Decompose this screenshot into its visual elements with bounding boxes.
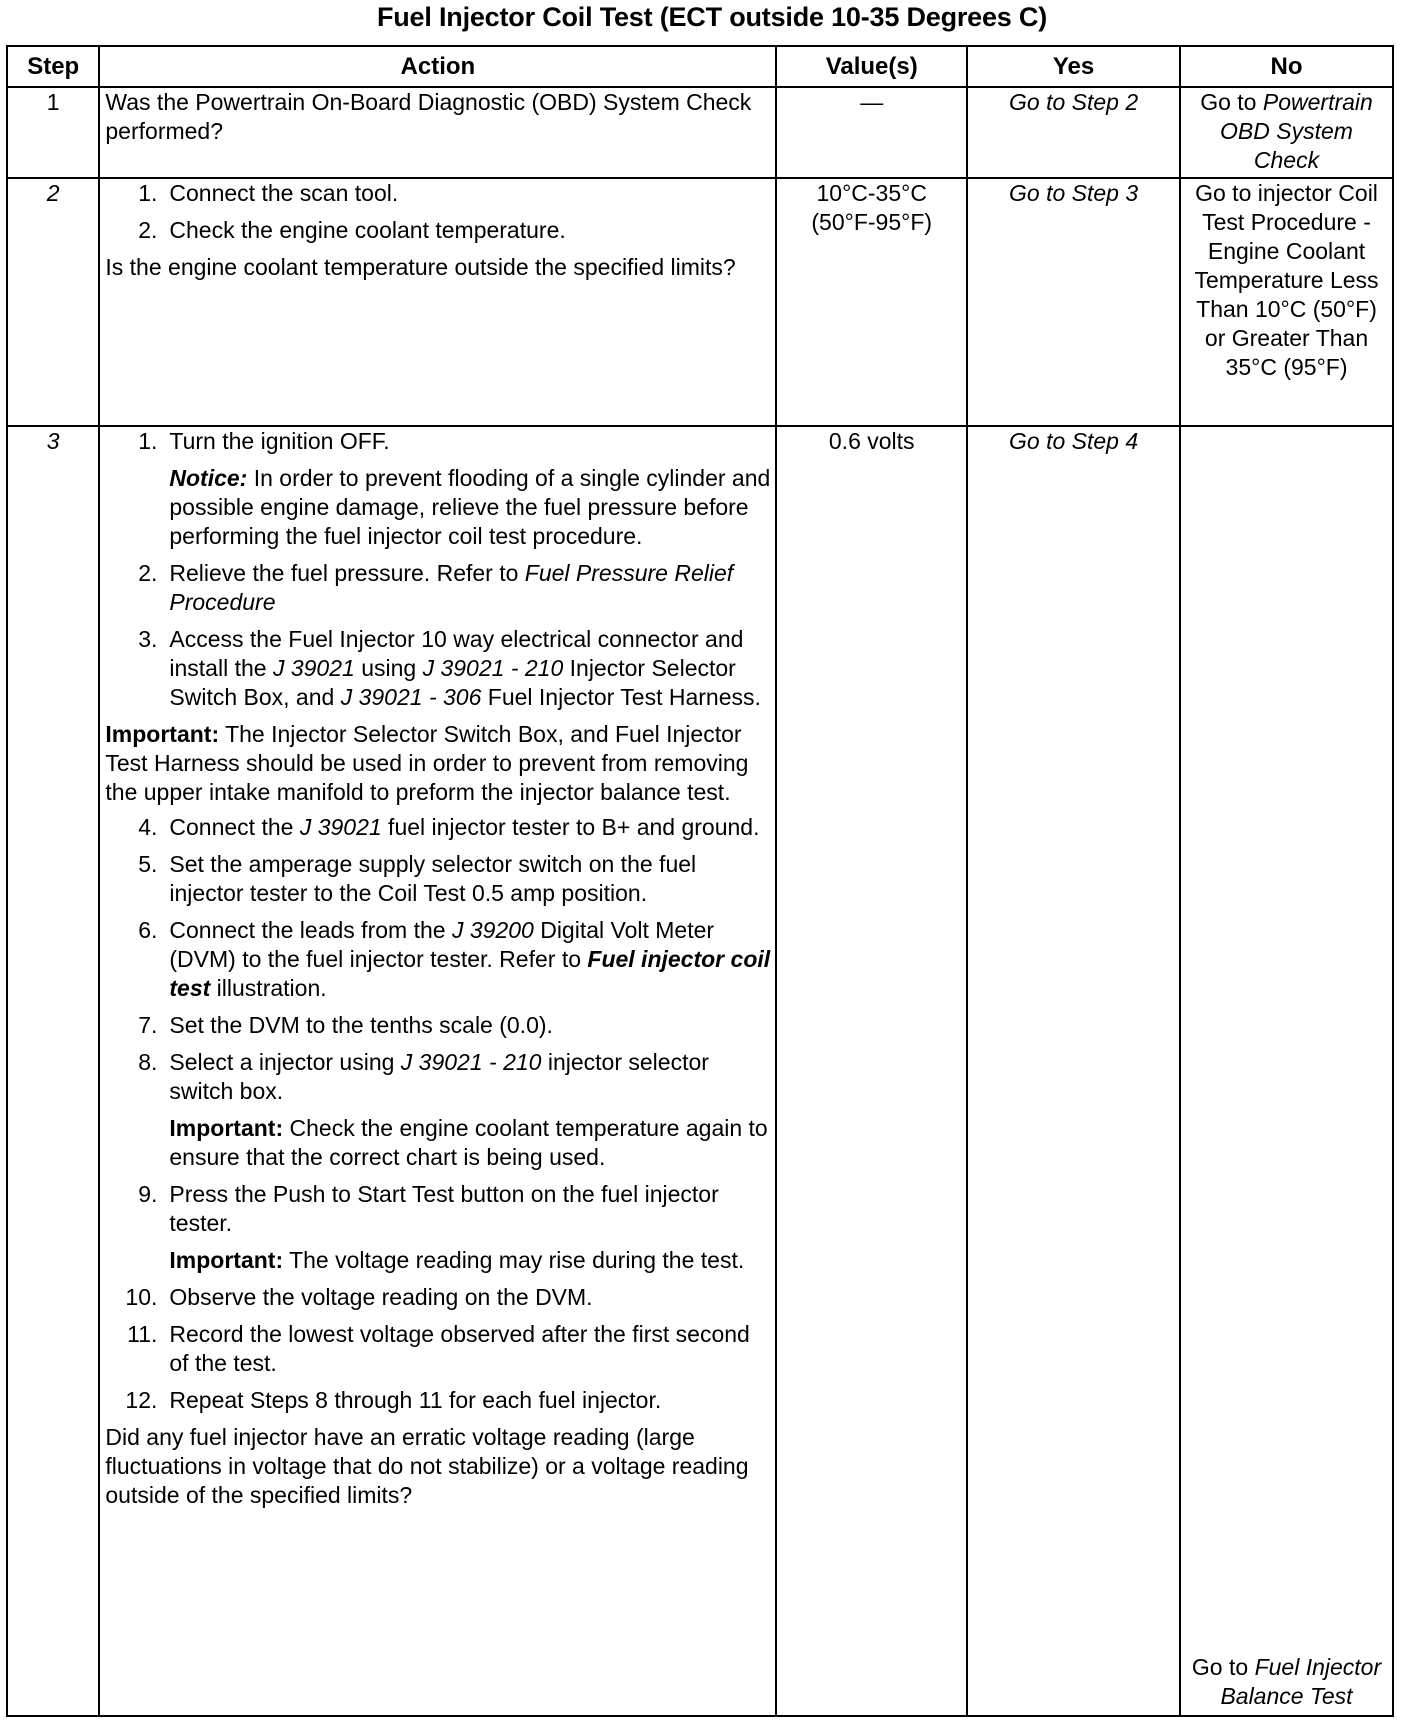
list-item: 11. Record the lowest voltage observed after the first second of the test.: [127, 1321, 750, 1376]
table-row-step-2: [7, 178, 1393, 426]
no-cell: [1180, 426, 1393, 1716]
important-note: Important: The Injector Selector Switch Box, and Fuel Injector Test Harness should be used in order to prevent from removing the upper intake manifold to preform the injector balance test.: [105, 721, 749, 805]
header-yes: Yes: [967, 46, 1180, 87]
list-item: 1. Turn the ignition OFF.: [138, 428, 390, 454]
no-cell: Go to injector Coil Test Procedure - Engine Coolant Temperature Less Than 10°C (50°F) or Greater Than 35°C (95°F): [1180, 178, 1393, 426]
important-note: Important: The voltage reading may rise during the test.: [169, 1247, 745, 1273]
table-row-step-3: [7, 426, 1393, 1716]
list-item: 2. Relieve the fuel pressure. Refer to Fuel Pressure Relief Procedure: [138, 560, 734, 615]
list-item: 8. Select a injector using J 39021 - 210 injector selector switch box.: [138, 1049, 709, 1104]
important-note: Important: Check the engine coolant temperature again to ensure that the correct chart is being used.: [169, 1115, 768, 1170]
action-text: [99, 426, 776, 1716]
table-row-step-1: [7, 87, 1393, 178]
list-item: 9. Press the Push to Start Test button on the fuel injector tester.: [138, 1181, 719, 1236]
list-item: 7. Set the DVM to the tenths scale (0.0).: [138, 1012, 553, 1038]
header-values: Value(s): [776, 46, 967, 87]
action-text: [99, 87, 776, 178]
no-prefix: Go to: [1200, 89, 1263, 115]
list-item: 12. Repeat Steps 8 through 11 for each fuel injector.: [125, 1387, 662, 1413]
header-step: Step: [7, 46, 99, 87]
list-item: 5. Set the amperage supply selector switch on the fuel injector tester to the Coil Test 0.5 amp position.: [138, 851, 697, 906]
header-action: Action: [99, 46, 776, 87]
list-item: 3. Access the Fuel Injector 10 way electrical connector and install the J 39021 using J 39021 - 210 Injector Selector Switch Box, and J 39021 - 306 Fuel Injector Test Harness.: [138, 626, 761, 710]
header-no: No: [1180, 46, 1393, 87]
no-link: Fuel Injector Balance Test: [1220, 1654, 1382, 1709]
list-item: 4. Connect the J 39021 fuel injector tester to B+ and ground.: [138, 814, 760, 840]
action-text: [99, 178, 776, 426]
list-item: 10. Observe the voltage reading on the DVM.: [125, 1284, 593, 1310]
page-title: Fuel Injector Coil Test (ECT outside 10-35 Degrees C): [376, 2, 1048, 32]
list-item: 6. Connect the leads from the J 39200 Digital Volt Meter (DVM) to the fuel injector tester. Refer to Fuel injector coil test illustration.: [138, 917, 771, 1001]
action-question: Was the Powertrain On-Board Diagnostic (OBD) System Check performed?: [105, 89, 752, 144]
value-cell: —: [776, 87, 967, 178]
value-range-f: (50°F-95°F): [811, 209, 933, 235]
list-item: 2. Check the engine coolant temperature.: [138, 217, 566, 243]
yes-cell: Go to Step 2: [967, 87, 1180, 178]
value-cell: 0.6 volts: [776, 426, 967, 1716]
step-number: 1: [7, 87, 99, 178]
header-row: [7, 46, 1393, 87]
notice-note: Notice: In order to prevent flooding of a single cylinder and possible engine damage, relieve the fuel pressure before performing the fuel injector coil test procedure.: [169, 465, 771, 549]
no-prefix: Go to: [1191, 1654, 1255, 1680]
action-question: Is the engine coolant temperature outside the specified limits?: [105, 254, 736, 280]
list-item: 1. Connect the scan tool.: [138, 180, 399, 206]
step-number: 3: [7, 426, 99, 1716]
diagnostic-table: [6, 45, 1394, 1717]
yes-cell: Go to Step 4: [967, 426, 1180, 1716]
no-cell: [1180, 87, 1393, 178]
yes-cell: Go to Step 3: [967, 178, 1180, 426]
value-range-c: 10°C-35°C: [816, 180, 927, 206]
step-number: 2: [7, 178, 99, 426]
value-cell: [776, 178, 967, 426]
action-question: Did any fuel injector have an erratic voltage reading (large fluctuations in voltage that do not stabilize) or a voltage reading outside of the specified limits?: [105, 1424, 749, 1508]
no-link: Powertrain OBD System Check: [1220, 89, 1373, 173]
